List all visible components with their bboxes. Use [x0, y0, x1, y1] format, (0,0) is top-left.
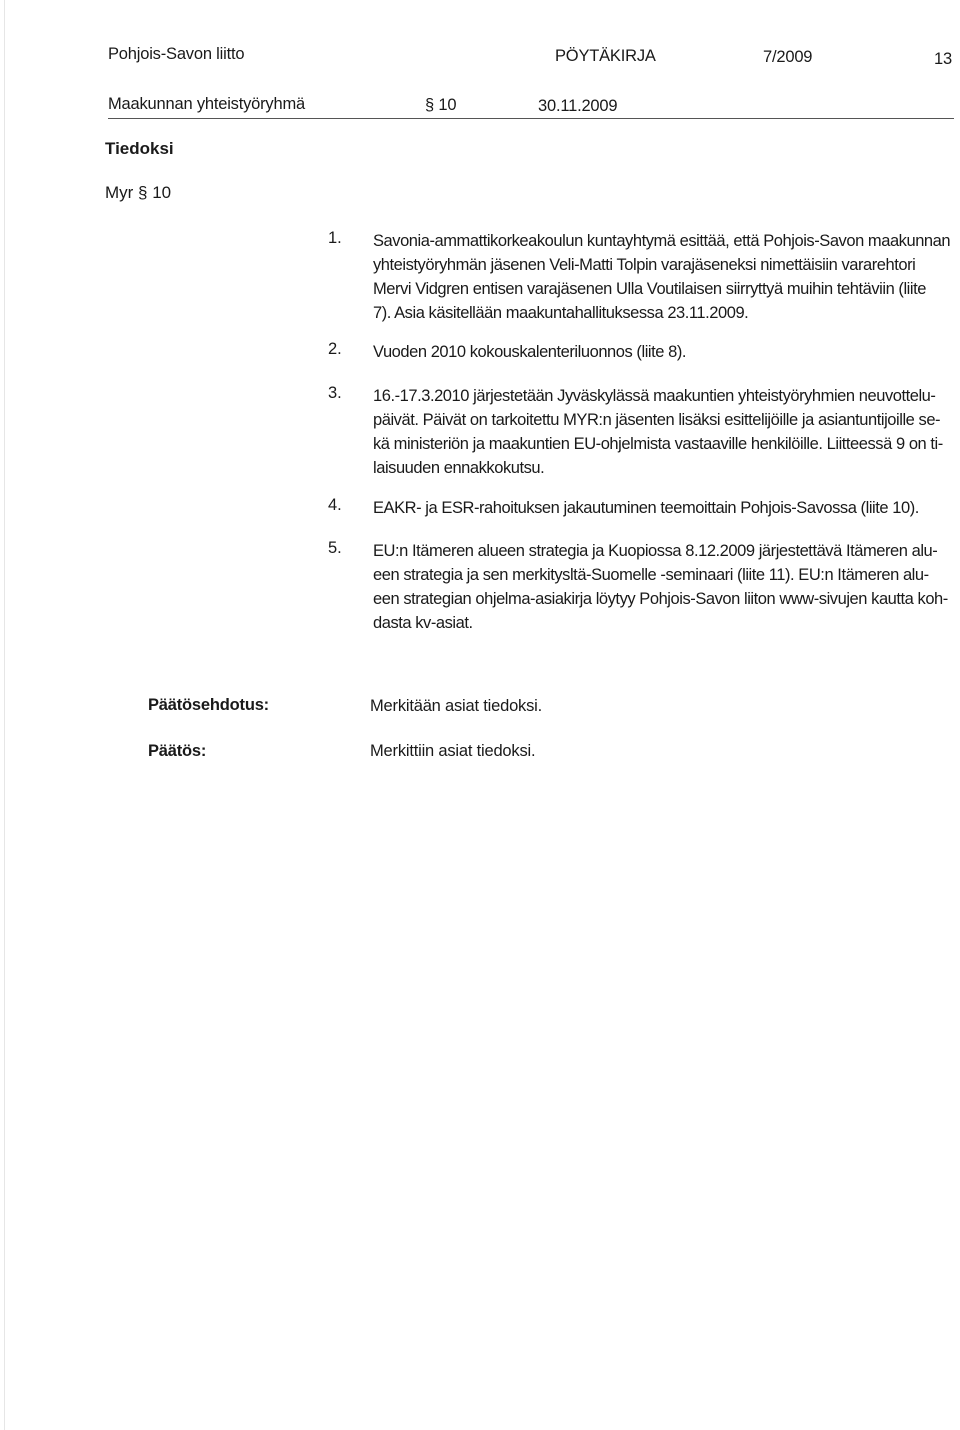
item-line: Savonia-ammattikorkeakoulun kuntayhtymä esittää, että Pohjois-Savon maakunnan [373, 232, 951, 250]
item-text [373, 384, 958, 480]
proposal-text: Merkitään asiat tiedoksi. [370, 697, 542, 715]
item-number: 3. [328, 384, 342, 402]
item-text [373, 229, 958, 325]
section-title: Tiedoksi [105, 139, 174, 158]
item-number: 1. [328, 229, 342, 247]
item-line: yhteistyöryhmän jäsenen Veli-Matti Tolpin varajäseneksi nimettäisiin vararehtori [373, 256, 916, 274]
section-number: § 10 [425, 96, 457, 114]
item-text [373, 340, 958, 364]
decision-label: Päätös: [148, 742, 207, 760]
scan-edge [4, 0, 5, 1430]
item-line: een strategian ohjelma-asiakirja löytyy Pohjois-Savon liiton www-sivujen kautta koh- [373, 590, 948, 608]
item-number: 4. [328, 496, 342, 514]
item-line: 7). Asia käsitellään maakuntahallituksessa 23.11.2009. [373, 304, 749, 322]
item-line: EU:n Itämeren alueen strategia ja Kuopiossa 8.12.2009 järjestettävä Itämeren alu- [373, 542, 938, 560]
item-line: een strategia ja sen merkitysltä-Suomelle -seminaari (liite 11). EU:n Itämeren alu- [373, 566, 929, 584]
meeting-date: 30.11.2009 [538, 97, 618, 115]
item-line: kä ministeriön ja maakuntien EU-ohjelmista vastaaville henkilöille. Liitteessä 9 on ti- [373, 435, 943, 453]
item-number: 5. [328, 539, 342, 557]
item-number: 2. [328, 340, 342, 358]
item-line: laisuuden ennakkokutsu. [373, 459, 545, 477]
item-line: Mervi Vidgren entisen varajäsenen Ulla Voutilaisen siirryttyä muihin tehtäviin (liite [373, 280, 926, 298]
item-line: päivät. Päivät on tarkoitettu MYR:n jäsenten lisäksi esittelijöille ja asiantuntijoille se- [373, 411, 941, 429]
proposal-label: Päätösehdotus: [148, 696, 269, 714]
document-number: 7/2009 [763, 48, 813, 66]
section-reference: Myr § 10 [105, 183, 172, 202]
page-number: 13 [934, 50, 952, 68]
item-line: dasta kv-asiat. [373, 614, 473, 632]
document-type: PÖYTÄKIRJA [555, 47, 656, 65]
item-text [373, 539, 958, 635]
item-line: 16.-17.3.2010 järjestetään Jyväskylässä maakuntien yhteistyöryhmien neuvottelu- [373, 387, 936, 405]
item-line: EAKR- ja ESR-rahoituksen jakautuminen teemoittain Pohjois-Savossa (liite 10). [373, 499, 919, 517]
organization-name: Pohjois-Savon liitto [108, 45, 245, 63]
item-line: Vuoden 2010 kokouskalenteriluonnos (liite 8). [373, 343, 687, 361]
committee-name: Maakunnan yhteistyöryhmä [108, 95, 305, 113]
decision-text: Merkittiin asiat tiedoksi. [370, 742, 536, 760]
header-divider [108, 118, 954, 119]
item-text [373, 496, 958, 520]
